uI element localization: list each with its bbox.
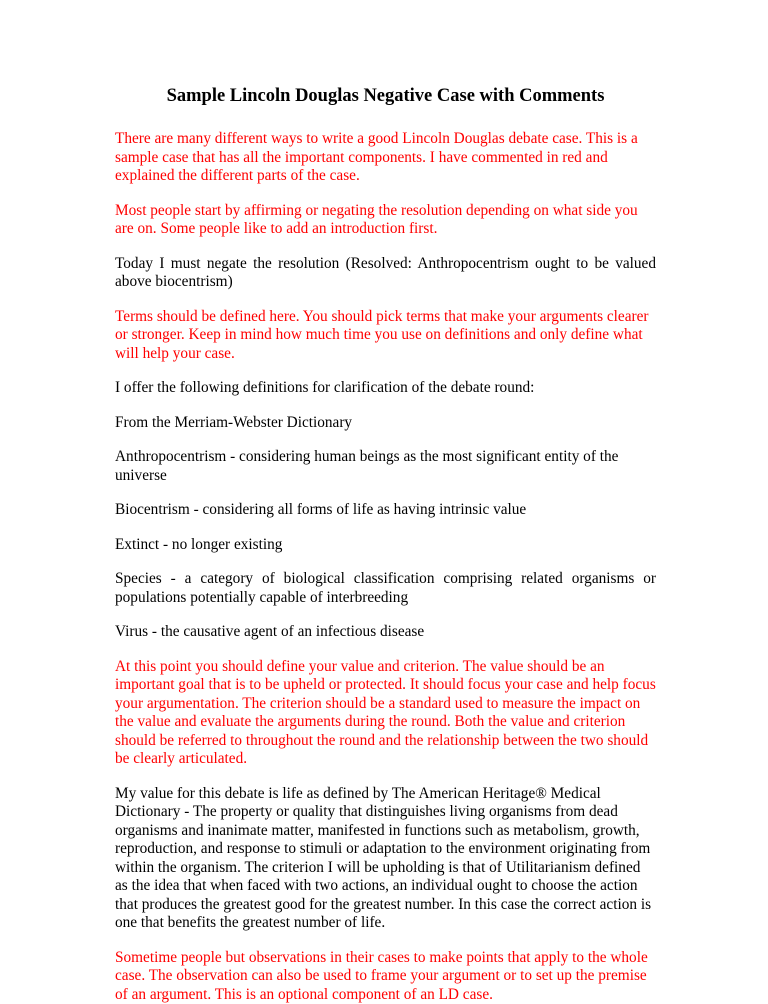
negation-statement: Today I must negate the resolution (Resolved: Anthropocentrism ought to be valued above biocentrism) [115,255,656,292]
definitions-intro: I offer the following definitions for clarification of the debate round: [115,379,656,398]
definition-species: Species - a category of biological classification comprising related organisms or populations potentially capable of interbreeding [115,570,656,607]
value-criterion-statement: My value for this debate is life as defined by The American Heritage® Medical Dictionary - The property or quality that distinguishes living organisms from dead organisms and inanimate matter, manifested in functions such as metabolism, growth, reproduction, and response to stimuli or adaptation to the environment originating from within the organism. The criterion I will be upholding is that of Utilitarianism defined as the idea that when faced with two actions, an individual ought to choose the action that produces the greatest good for the greatest number. In this case the correct action is one that benefits the greatest number of life. [115,785,656,933]
comment-observations: Sometime people but observations in their cases to make points that apply to the whole case. The observation can also be used to frame your argument or to set up the premise of an argument. This is an optional component of an LD case. [115,949,656,1004]
comment-terms: Terms should be defined here. You should pick terms that make your arguments clearer or stronger. Keep in mind how much time you use on definitions and only define what will help your case. [115,308,656,364]
definition-virus: Virus - the causative agent of an infectious disease [115,623,656,642]
dictionary-source: From the Merriam-Webster Dictionary [115,414,656,433]
comment-intro: There are many different ways to write a good Lincoln Douglas debate case. This is a sample case that has all the important components. I have commented in red and explained the different parts of the case. [115,130,656,186]
comment-value-criterion: At this point you should define your value and criterion. The value should be an important goal that is to be upheld or protected. It should focus your case and help focus your argumentation. The criterion should be a standard used to measure the impact on the value and evaluate the arguments during the round. Both the value and criterion should be referred to throughout the round and the relationship between the two should be clearly articulated. [115,658,656,769]
definition-biocentrism: Biocentrism - considering all forms of life as having intrinsic value [115,501,656,520]
definition-anthropocentrism: Anthropocentrism - considering human beings as the most significant entity of the universe [115,448,656,485]
definition-extinct: Extinct - no longer existing [115,536,656,555]
document-title: Sample Lincoln Douglas Negative Case with Comments [115,84,656,108]
comment-start: Most people start by affirming or negating the resolution depending on what side you are on. Some people like to add an introduction first. [115,202,656,239]
